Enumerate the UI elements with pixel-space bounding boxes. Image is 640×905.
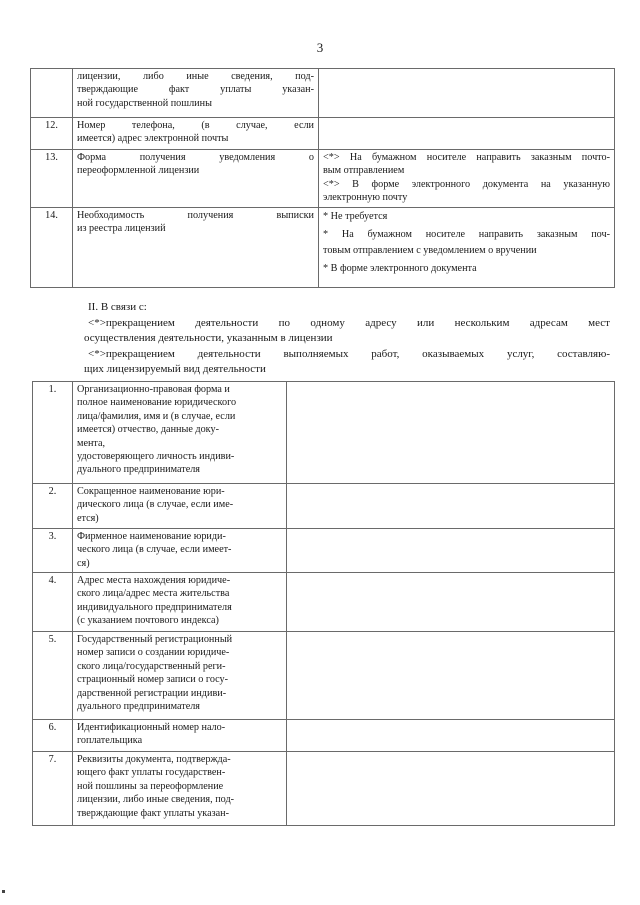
field-label xyxy=(73,208,319,288)
scan-speck xyxy=(2,890,5,893)
label-line: Номер телефона, (в случае, если xyxy=(77,120,314,131)
field-value-cell[interactable] xyxy=(287,720,615,752)
field-value-cell[interactable] xyxy=(319,118,615,150)
table-row xyxy=(33,484,615,529)
label-line: Идентификационный номер нало- xyxy=(77,722,226,733)
label-line: гоплательщика xyxy=(77,735,143,747)
label-line: из реестра лицензий xyxy=(77,223,166,235)
label-line: переоформленной лицензии xyxy=(77,165,200,177)
table-row xyxy=(33,382,615,484)
section-heading: II. В связи с: xyxy=(88,301,147,313)
table-row xyxy=(33,529,615,573)
label-line: имеется) отчество, данные доку- xyxy=(77,424,219,436)
field-value-cell[interactable] xyxy=(287,752,615,826)
label-line: индивидуального предпринимателя xyxy=(77,601,232,613)
field-label xyxy=(73,632,287,720)
label-line: дуального предпринимателя xyxy=(77,464,200,476)
option-paper-mail-cont: товым отправлением с уведомлением о вручении xyxy=(323,244,537,256)
label-line: Необходимость получения выписки xyxy=(77,210,314,221)
label-line: тверждающие факт уплаты указан- xyxy=(77,84,314,96)
label-line: ной государственной пошлины xyxy=(77,97,212,109)
label-line: Сокращенное наименование юри- xyxy=(77,486,225,497)
field-label xyxy=(73,382,287,484)
field-label xyxy=(73,69,319,118)
label-line: ется) xyxy=(77,512,99,524)
field-label xyxy=(73,752,287,826)
label-line: тверждающие факт уплаты указан- xyxy=(77,807,230,819)
field-value-cell[interactable] xyxy=(287,484,615,529)
option-stop-works-cont: щих лицензируемый вид деятельности xyxy=(84,363,266,376)
label-line: Реквизиты документа, подтвержда- xyxy=(77,754,231,765)
label-line: лицензии, либо иные сведения, под- xyxy=(77,794,235,806)
row-number: 6. xyxy=(33,720,73,752)
option-stop-address[interactable]: <*>прекращением деятельности по одному адресу или нескольким адресам мест xyxy=(88,316,610,329)
row-number: 5. xyxy=(33,632,73,720)
row-number: 13. xyxy=(31,150,73,208)
option-paper-mail-cont: вым отправлением xyxy=(323,165,405,177)
section-ii xyxy=(84,300,610,378)
label-line: ского лица/адрес места жительства xyxy=(77,588,230,600)
label-line: ющего факт уплаты государствен- xyxy=(77,767,226,779)
row-number: 3. xyxy=(33,529,73,573)
label-line: ной пошлины за переоформление xyxy=(77,780,224,792)
field-value-cell[interactable] xyxy=(287,382,615,484)
label-line: Адрес места нахождения юридиче- xyxy=(77,575,231,586)
table-row xyxy=(33,720,615,752)
label-line: ского лица/государственный реги- xyxy=(77,660,226,672)
field-label xyxy=(73,720,287,752)
label-line: ся) xyxy=(77,557,90,569)
option-paper-mail[interactable]: * На бумажном носителе направить заказным поч- xyxy=(323,229,610,241)
page-number: 3 xyxy=(316,40,324,55)
label-line: Форма получения уведомления о xyxy=(77,152,314,163)
field-label xyxy=(73,573,287,632)
field-value-cell[interactable] xyxy=(319,69,615,118)
label-line: ческого лица (в случае, если имеет- xyxy=(77,544,232,556)
field-label xyxy=(73,529,287,573)
label-line: (с указанием почтового индекса) xyxy=(77,615,219,627)
label-line: Организационно-правовая форма и xyxy=(77,384,230,395)
label-line: мента, xyxy=(77,437,106,449)
table-row xyxy=(31,208,615,288)
label-line: дарственной регистрации индиви- xyxy=(77,687,227,699)
label-line: страционный номер записи о госу- xyxy=(77,674,229,686)
label-line: лицензии, либо иные сведения, под- xyxy=(77,71,314,82)
option-paper-mail[interactable]: <*> На бумажном носителе направить заказным почто- xyxy=(323,152,610,163)
table-row xyxy=(31,150,615,208)
label-line: Государственный регистрационный xyxy=(77,634,233,645)
label-line: номер записи о создании юридиче- xyxy=(77,647,230,659)
table-row xyxy=(33,573,615,632)
option-electronic[interactable]: <*> В форме электронного документа на указанную xyxy=(323,178,610,190)
row-number: 12. xyxy=(31,118,73,150)
table-row xyxy=(33,752,615,826)
options-cell xyxy=(319,208,615,288)
top-form-table xyxy=(30,68,615,288)
label-line: удостоверяющего личность индиви- xyxy=(77,451,235,463)
row-number: 2. xyxy=(33,484,73,529)
option-electronic-cont: электронную почту xyxy=(323,192,408,204)
field-label xyxy=(73,150,319,208)
label-line: дического лица (в случае, если име- xyxy=(77,499,234,511)
field-value-cell[interactable] xyxy=(287,529,615,573)
option-stop-address-cont: осуществления деятельности, указанным в лицензии xyxy=(84,332,333,345)
option-stop-works[interactable]: <*>прекращением деятельности выполняемых работ, оказываемых услуг, составляю- xyxy=(88,347,610,360)
field-value-cell[interactable] xyxy=(287,573,615,632)
table-row xyxy=(31,118,615,150)
row-number: 7. xyxy=(33,752,73,826)
row-number: 4. xyxy=(33,573,73,632)
label-line: Фирменное наименование юриди- xyxy=(77,531,226,542)
label-line: лица/фамилия, имя и (в случае, если xyxy=(77,410,236,422)
label-line: полное наименование юридического xyxy=(77,397,237,409)
field-value-cell[interactable] xyxy=(287,632,615,720)
option-electronic[interactable]: * В форме электронного документа xyxy=(323,263,477,275)
field-label xyxy=(73,484,287,529)
label-line: дуального предпринимателя xyxy=(77,701,200,713)
options-cell xyxy=(319,150,615,208)
table-row xyxy=(31,69,615,118)
label-line: имеется) адрес электронной почты xyxy=(77,133,229,145)
row-number xyxy=(31,69,73,118)
field-label xyxy=(73,118,319,150)
row-number: 1. xyxy=(33,382,73,484)
option-not-required[interactable]: * Не требуется xyxy=(323,211,388,222)
row-number: 14. xyxy=(31,208,73,288)
bottom-form-table xyxy=(32,381,615,826)
table-row xyxy=(33,632,615,720)
